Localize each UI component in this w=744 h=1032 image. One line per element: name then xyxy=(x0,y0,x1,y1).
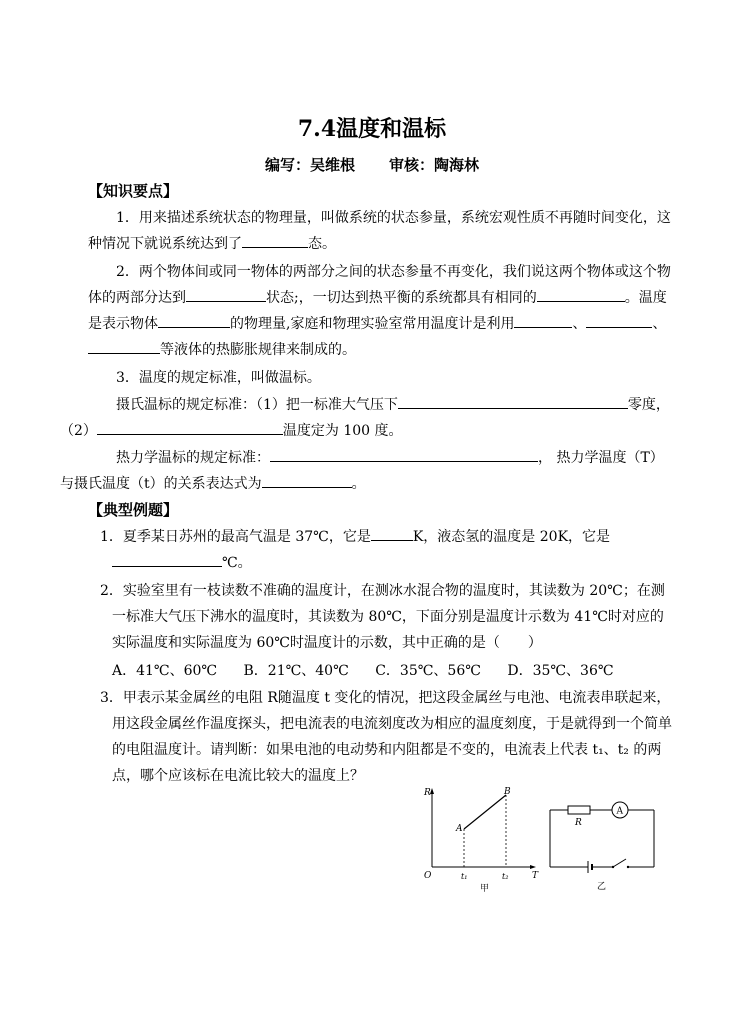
option-a[interactable]: A．41℃、60℃ xyxy=(112,663,218,679)
blank[interactable] xyxy=(242,233,308,248)
page-title: 7.4温度和温标 xyxy=(297,116,447,142)
tick-t1: t₁ xyxy=(461,872,468,881)
section-examples: 【典型例题】 xyxy=(88,501,179,519)
blank[interactable] xyxy=(186,287,266,302)
ammeter-label: A xyxy=(616,806,623,817)
blank[interactable] xyxy=(270,447,538,462)
blank[interactable] xyxy=(586,313,652,328)
circuit-caption: 乙 xyxy=(597,882,607,892)
x-axis-label: T xyxy=(532,871,539,881)
example-1: 1．夏季某日苏州的最高气温是 37℃，它是 K，液态氢的温度是 20K，它是 ℃。 xyxy=(100,524,672,576)
example-2: 2．实验室里有一枝读数不准确的温度计，在测冰水混合物的温度时，其读数为 20℃；在测一标准大气压下沸水的温度时，其读数为 80℃，下面分别是温度计示数为 41℃时对应的实际温度和实际温度为 60℃时温度计的示数，其中正确的是（ ） xyxy=(100,583,665,651)
resistance-line xyxy=(464,795,506,829)
knowledge-item-1: 1．用来描述系统状态的物理量，叫做系统的状态参量，系统宏观性质不再随时间变化，这种情况下就说系统达到了 态。 xyxy=(88,210,671,252)
blank[interactable] xyxy=(262,473,352,488)
blank[interactable] xyxy=(398,394,628,409)
option-c[interactable]: C．35℃、56℃ xyxy=(375,663,481,679)
tick-t2: t₂ xyxy=(502,872,509,881)
x-axis-arrow xyxy=(530,865,536,869)
point-a-label: A xyxy=(456,824,463,834)
option-d[interactable]: D．35℃、36℃ xyxy=(507,663,614,679)
reviewer: 审核：陶海林 xyxy=(389,156,480,174)
blank[interactable] xyxy=(371,526,413,541)
authors-line xyxy=(0,154,744,175)
knowledge-item-4: 摄氏温标的规定标准：（1）把一标准大气压下 零度， （2） 温度定为 100 度。 xyxy=(88,392,672,444)
blank[interactable] xyxy=(88,339,160,354)
resistor-label: R xyxy=(575,818,582,828)
knowledge-item-2: 2．两个物体间或同一物体的两部分之间的状态参量不再变化，我们说这两个物体或这个物体的两部分达到 状态;，一切达到热平衡的系统都具有相同的 。温度是表示物体 的物理量,家庭和物理实验室常用温度计是利用 、 、等液体的热膨胀规律来制成的。 xyxy=(88,264,671,358)
blank[interactable] xyxy=(158,313,230,328)
knowledge-item-3: 3．温度的规定标准，叫做温标。 xyxy=(116,370,321,386)
circuit-figure xyxy=(542,795,662,895)
resistor xyxy=(568,806,590,814)
example-3: 3．甲表示某金属丝的电阻 R随温度 t 变化的情况，把这段金属丝与电池、电流表串联起来，用这段金属丝作温度探头，把电流表的电流刻度改为相应的温度刻度，于是就得到一个简单的电阻温度计。请判断：如果电池的电动势和内阻都是不变的，电流表上代表 t₁、t₂ 的两点，哪个应该标在电流比较大的温度上？ xyxy=(100,690,672,784)
point-b-label: B xyxy=(504,787,511,797)
graph-caption: 甲 xyxy=(480,884,490,894)
y-axis-label: R xyxy=(424,788,431,798)
blank[interactable] xyxy=(112,552,222,567)
origin-label: O xyxy=(424,871,432,881)
blank[interactable] xyxy=(97,420,283,435)
section-knowledge: 【知识要点】 xyxy=(88,182,179,200)
blank[interactable] xyxy=(514,313,572,328)
switch xyxy=(613,859,626,867)
knowledge-item-5: 热力学温标的规定标准： ， 热力学温度（T） 与摄氏温度（t）的关系表达式为 。 xyxy=(88,445,672,497)
graph-figure xyxy=(420,785,540,895)
blank[interactable] xyxy=(537,287,625,302)
writer: 编写：吴维根 xyxy=(264,156,355,174)
option-b[interactable]: B．21℃、40℃ xyxy=(243,663,349,679)
example-2-options xyxy=(112,660,636,680)
